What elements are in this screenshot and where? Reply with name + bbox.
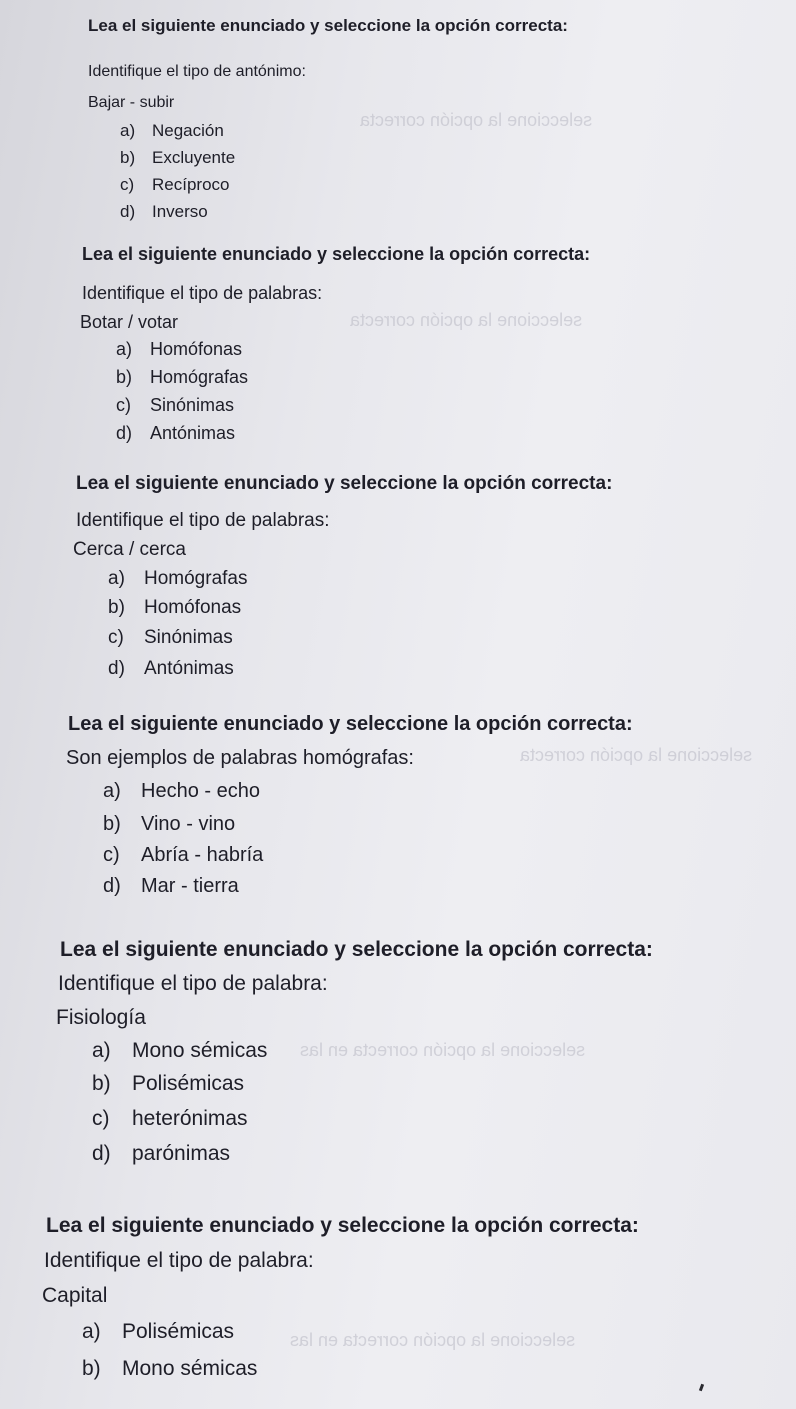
bleed-through-text: seleccione la opción correcta en las — [290, 1330, 576, 1350]
answer-option[interactable]: d) parónimas — [92, 1142, 231, 1165]
bleed-through-text: seleccione la opción correcta — [520, 745, 753, 765]
answer-option[interactable]: a) Hecho - echo — [103, 780, 260, 802]
question-heading: Lea el siguiente enunciado y seleccione la opción correcta: — [60, 938, 653, 961]
answer-option[interactable]: c) heterónimas — [92, 1107, 248, 1130]
answer-option[interactable]: a) Negación — [120, 121, 224, 140]
question-prompt: Identifique el tipo de palabra: — [44, 1249, 314, 1272]
question-heading: Lea el siguiente enunciado y seleccione la opción correcta: — [76, 473, 613, 494]
answer-option[interactable]: c) Abría - habría — [103, 844, 264, 866]
answer-option[interactable]: d) Antónimas — [108, 658, 234, 679]
question-prompt: Identifique el tipo de palabras: — [76, 510, 330, 531]
answer-option[interactable]: b) Homófonas — [108, 597, 242, 618]
question-stem: Fisiología — [56, 1006, 146, 1029]
bleed-through-text: seleccione la opción correcta — [360, 110, 593, 130]
question-prompt: Identifique el tipo de palabras: — [82, 283, 323, 303]
pen-mark — [699, 1384, 704, 1392]
answer-option[interactable]: b) Excluyente — [120, 148, 236, 167]
question-stem: Cerca / cerca — [73, 539, 186, 560]
answer-option[interactable]: b) Mono sémicas — [82, 1357, 258, 1380]
question-heading: Lea el siguiente enunciado y seleccione la opción correcta: — [46, 1214, 639, 1237]
answer-option[interactable]: c) Sinónimas — [116, 395, 235, 415]
question-heading: Lea el siguiente enunciado y seleccione la opción correcta: — [82, 244, 591, 264]
question-prompt: Son ejemplos de palabras homógrafas: — [66, 747, 414, 769]
answer-option[interactable]: c) Recíproco — [120, 175, 230, 194]
answer-option[interactable]: d) Mar - tierra — [103, 875, 239, 897]
bleed-through-text: seleccione la opción correcta — [350, 310, 583, 330]
question-prompt: Identifique el tipo de antónimo: — [88, 63, 306, 80]
question-heading: Lea el siguiente enunciado y seleccione la opción correcta: — [68, 713, 633, 735]
answer-option[interactable]: a) Mono sémicas — [92, 1039, 268, 1062]
answer-option[interactable]: d) Inverso — [120, 202, 208, 221]
question-stem: Capital — [42, 1284, 108, 1307]
answer-option[interactable]: b) Vino - vino — [103, 813, 236, 835]
question-block — [88, 16, 568, 36]
bleed-through-text: seleccione la opción correcta en las — [300, 1040, 586, 1060]
question-prompt: Identifique el tipo de palabra: — [58, 972, 328, 995]
answer-option[interactable]: a) Homógrafas — [108, 568, 248, 589]
answer-option[interactable]: d) Antónimas — [116, 423, 236, 443]
question-stem: Bajar - subir — [88, 94, 175, 111]
answer-option[interactable]: b) Polisémicas — [92, 1072, 245, 1095]
answer-option[interactable]: c) Sinónimas — [108, 627, 233, 648]
answer-option[interactable]: a) Homófonas — [116, 339, 243, 359]
answer-option[interactable]: a) Polisémicas — [82, 1320, 235, 1343]
answer-option[interactable]: b) Homógrafas — [116, 367, 249, 387]
question-heading: Lea el siguiente enunciado y seleccione la opción correcta: — [88, 16, 568, 35]
question-stem: Botar / votar — [80, 312, 179, 332]
